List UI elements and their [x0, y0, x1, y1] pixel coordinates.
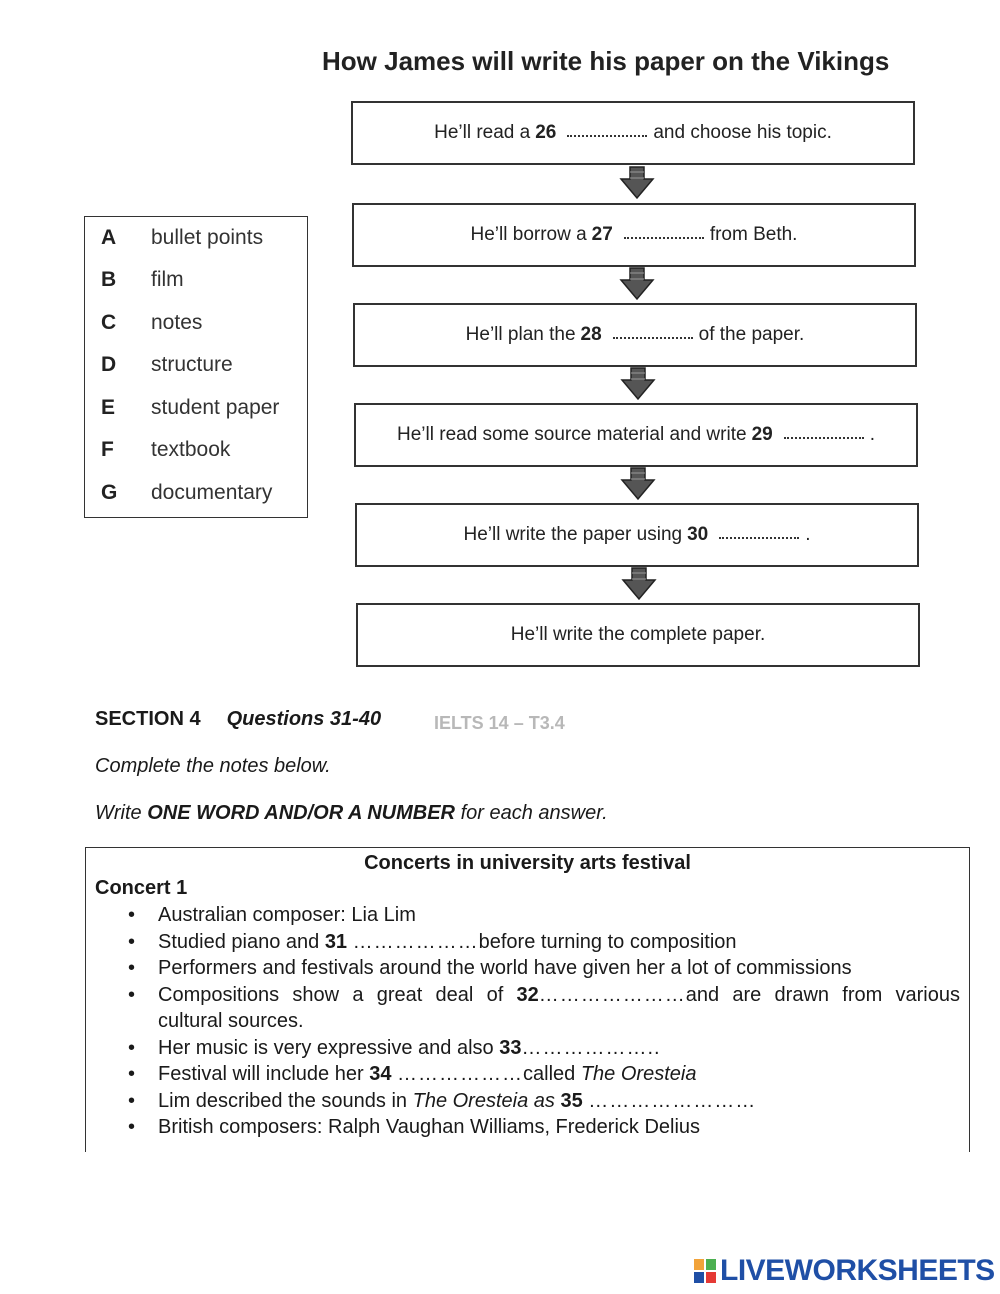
answer-blank-28[interactable]: [613, 337, 693, 339]
source-tag: IELTS 14 – T3.4: [434, 713, 565, 733]
option-text: student paper: [151, 396, 280, 419]
option-letter: E: [101, 396, 116, 419]
down-arrow-icon: [619, 267, 655, 301]
step-text-after: of the paper.: [698, 324, 805, 345]
question-number: 30: [687, 524, 709, 545]
option-letter: G: [101, 481, 118, 504]
option-text: documentary: [151, 481, 273, 504]
note-text: called: [523, 1063, 576, 1085]
note-text: Australian composer: Lia Lim: [158, 904, 416, 926]
option-text: notes: [151, 311, 203, 334]
flowchart-title: How James will write his paper on the Vikings: [322, 46, 890, 76]
section-label: SECTION 4: [95, 708, 201, 730]
instruction-post: for each answer.: [460, 802, 608, 824]
list-item: [158, 1088, 960, 1115]
option-text: structure: [151, 353, 233, 376]
answer-blank-27[interactable]: [624, 237, 704, 239]
instruction-complete: Complete the notes below.: [95, 755, 331, 777]
notes-list: [158, 902, 960, 1141]
flow-step-27: [352, 203, 916, 267]
list-item: [158, 902, 960, 929]
step-text-before: He’ll read a: [434, 122, 531, 143]
note-text: Performers and festivals around the world have given her a lot of commissions: [158, 957, 852, 979]
list-item: [158, 1061, 960, 1088]
note-text: Festival will include her: [158, 1063, 364, 1085]
option-letter: F: [101, 438, 114, 461]
question-number: 32: [516, 983, 539, 1006]
option-g: [101, 481, 272, 505]
step-text-before: He’ll write the paper using: [463, 524, 683, 545]
notes-title: Concerts in university arts festival: [364, 852, 691, 874]
question-number: 35: [560, 1089, 583, 1112]
answer-blank-26[interactable]: [567, 135, 647, 137]
option-letter: D: [101, 353, 117, 376]
question-number: 28: [580, 324, 602, 345]
note-text: and are drawn from various: [685, 983, 960, 1006]
step-text-after: and choose his topic.: [653, 122, 832, 143]
instruction-word-limit: [95, 802, 608, 825]
option-b: [101, 268, 184, 292]
note-text: Her music is very expressive and also: [158, 1036, 494, 1059]
option-text: film: [151, 268, 184, 291]
list-item: [158, 929, 960, 956]
answer-blank-32[interactable]: …………………: [538, 983, 686, 1006]
options-box: [84, 216, 308, 518]
option-text: textbook: [151, 438, 231, 461]
flow-step-29: [354, 403, 918, 467]
down-arrow-icon: [621, 567, 657, 601]
flow-step-30: [355, 503, 919, 567]
option-text: bullet points: [151, 226, 264, 249]
down-arrow-icon: [620, 467, 656, 501]
questions-range: Questions 31-40: [226, 708, 382, 730]
step-text-before: He’ll plan the: [465, 324, 576, 345]
logo-icon: [693, 1258, 717, 1284]
question-number: 26: [535, 122, 557, 143]
note-text: Studied piano and: [158, 930, 320, 953]
step-text-before: He’ll borrow a: [470, 224, 587, 245]
step-text: He’ll write the complete paper.: [510, 624, 766, 645]
concert-heading: Concert 1: [95, 877, 188, 899]
answer-blank-31[interactable]: ………………: [352, 930, 479, 953]
answer-blank-33[interactable]: ………………..: [521, 1036, 661, 1059]
logo-text: LIVEWORKSHEETS: [720, 1254, 995, 1287]
question-number: 27: [591, 224, 613, 245]
note-text: Lim described the sounds in: [158, 1089, 408, 1112]
question-number: 31: [324, 930, 348, 953]
option-letter: C: [101, 311, 117, 334]
note-text-continued: cultural sources.: [158, 1010, 304, 1032]
list-item: [158, 1114, 960, 1141]
flow-step-28: [353, 303, 917, 367]
down-arrow-icon: [619, 166, 655, 200]
answer-blank-34[interactable]: ………………: [397, 1063, 524, 1085]
option-c: [101, 311, 202, 335]
list-item: [158, 955, 960, 982]
note-text: British composers: Ralph Vaughan Williams, Frederick Delius: [158, 1116, 701, 1138]
instruction-bold: ONE WORD AND/OR A NUMBER: [147, 802, 455, 824]
step-text-after: .: [805, 524, 811, 545]
question-number: 33: [499, 1036, 522, 1059]
answer-blank-35[interactable]: ……………………: [588, 1089, 757, 1112]
step-text-after: .: [869, 424, 875, 445]
option-f: [101, 438, 230, 462]
list-item: [158, 1035, 960, 1062]
note-italic-title: The Oresteia: [580, 1063, 697, 1085]
step-text-after: from Beth.: [709, 224, 798, 245]
instruction-pre: Write: [95, 802, 142, 824]
option-d: [101, 353, 233, 377]
notes-box: [85, 847, 970, 1152]
question-number: 34: [369, 1063, 392, 1085]
note-italic-title: The Oresteia as: [412, 1089, 555, 1112]
answer-blank-30[interactable]: [719, 537, 799, 539]
list-item: [158, 982, 960, 1035]
answer-blank-29[interactable]: [784, 437, 864, 439]
flow-step-final: [356, 603, 920, 667]
option-letter: A: [101, 226, 117, 249]
down-arrow-icon: [620, 367, 656, 401]
option-letter: B: [101, 268, 117, 291]
option-a: [101, 226, 263, 250]
liveworksheets-logo: [693, 1254, 995, 1288]
flow-step-26: [351, 101, 915, 165]
step-text-before: He’ll read some source material and write: [397, 424, 747, 445]
option-e: [101, 396, 279, 420]
section-heading: [95, 708, 381, 731]
note-text: Compositions show a great deal of: [158, 983, 504, 1006]
note-text: before turning to composition: [478, 930, 737, 953]
question-number: 29: [751, 424, 773, 445]
